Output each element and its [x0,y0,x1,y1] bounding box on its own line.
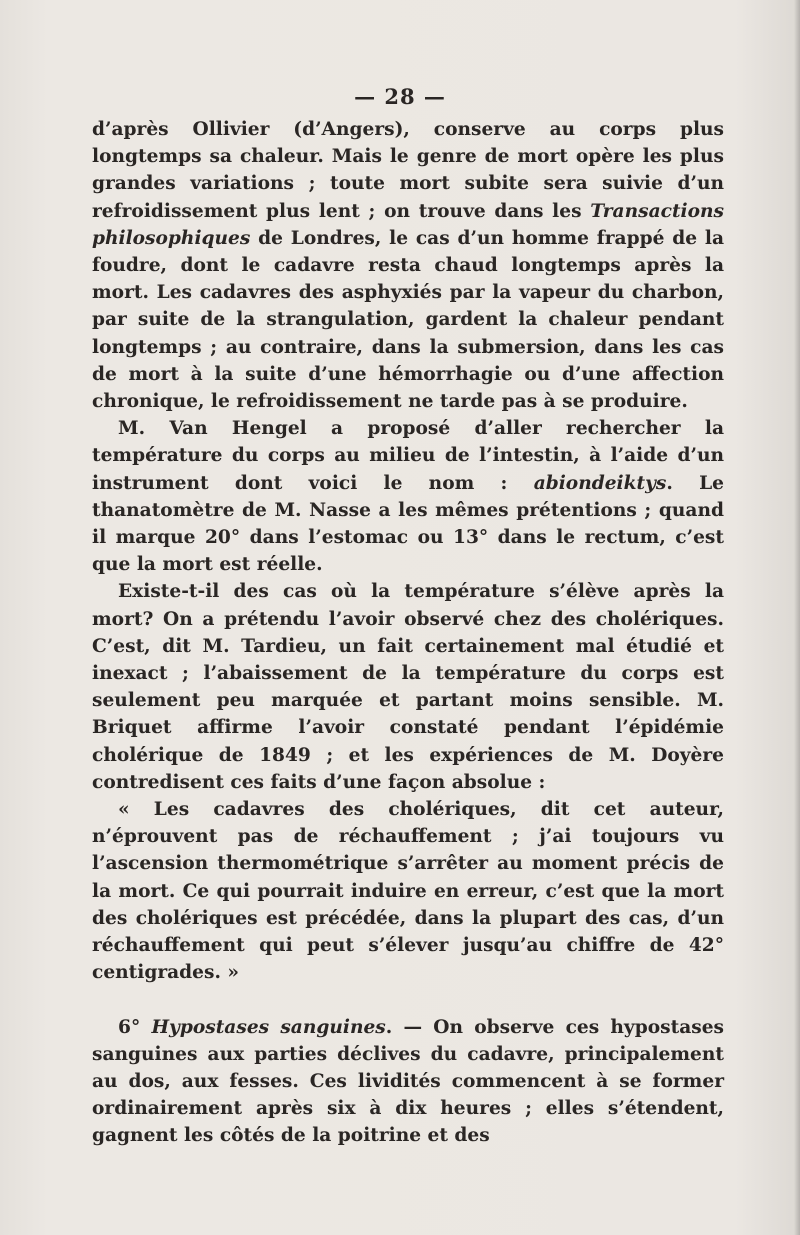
paragraph-3: Existe-t-il des cas où la température s’élève après la mort? On a prétendu l’avoir observé chez des cholériques. C’est, dit M. Tardieu, un fait certainement mal étudié et inexact ; l’abaissement de la température du corps est seulement peu marquée et partant moins sensible. M. Briquet affirme l’avoir constaté pendant l’épidémie cholérique de 1849 ; et les expériences de M. Doyère contredisent ces faits d’une façon absolue : [92,581,724,793]
paragraph-4-quote: « Les cadavres des cholériques, dit cet auteur, n’éprouvent pas de réchauffement ; j’ai toujours vu l’ascension thermométrique s’arrêter au moment précis de la mort. Ce qui pourrait induire en erreur, c’est que la mort des cholériques est précédée, dans la plupart des cas, d’un réchauffement qui peut s’élever jusqu’au chiffre de 42° centigrades. » [92,799,724,984]
section-6-paragraph: 6° Hypostases sanguines. — On observe ces hypostases sanguines aux parties déclives du cadavre, principalement au dos, aux fesses. Ces lividités commencent à se former ordinairement après six à dix heures ; elles s’étendent, gagnent les côtés de la poitrine et des [92,1016,725,1147]
page-number: — 28 — [354,84,446,109]
paragraph-2: M. Van Hengel a proposé d’aller rechercher la température du corps au milieu de l’intestin, à l’aide d’un instrument dont voici le nom : abiondeiktys. Le thanatomètre de M. Nasse a les mêmes prétentions ; quand il marque 20° dans l’estomac ou 13° dans le rectum, c’est que la mort est réelle. [92,418,725,576]
italic-title-transactions: Transactions philosophiques [92,200,724,249]
page-edge-shadow [794,0,800,1235]
paragraph-1: d’après Ollivier (d’Angers), conserve au corps plus longtemps sa chaleur. Mais le genre de mort opère les plus grandes variations ; toute mort subite sera suivie d’un refroidissement plus lent ; on trouve dans les Transactions philosophiques de Londres, le cas d’un homme frappé de la foudre, dont le cadavre resta chaud longtemps après la mort. Les cadavres des asphyxiés par la vapeur du charbon, par suite de la strangulation, gardent la chaleur pendant longtemps ; au contraire, dans la submersion, dans les cas de mort à la suite d’une hémorrhagie ou d’une affection chronique, le refroidissement ne tarde pas à se produire. [92,119,724,413]
section-heading-hypostases: Hypostases sanguines [151,1016,386,1038]
body-text [92,116,724,1150]
italic-term-abiondeiktys: abiondeiktys [533,472,667,494]
